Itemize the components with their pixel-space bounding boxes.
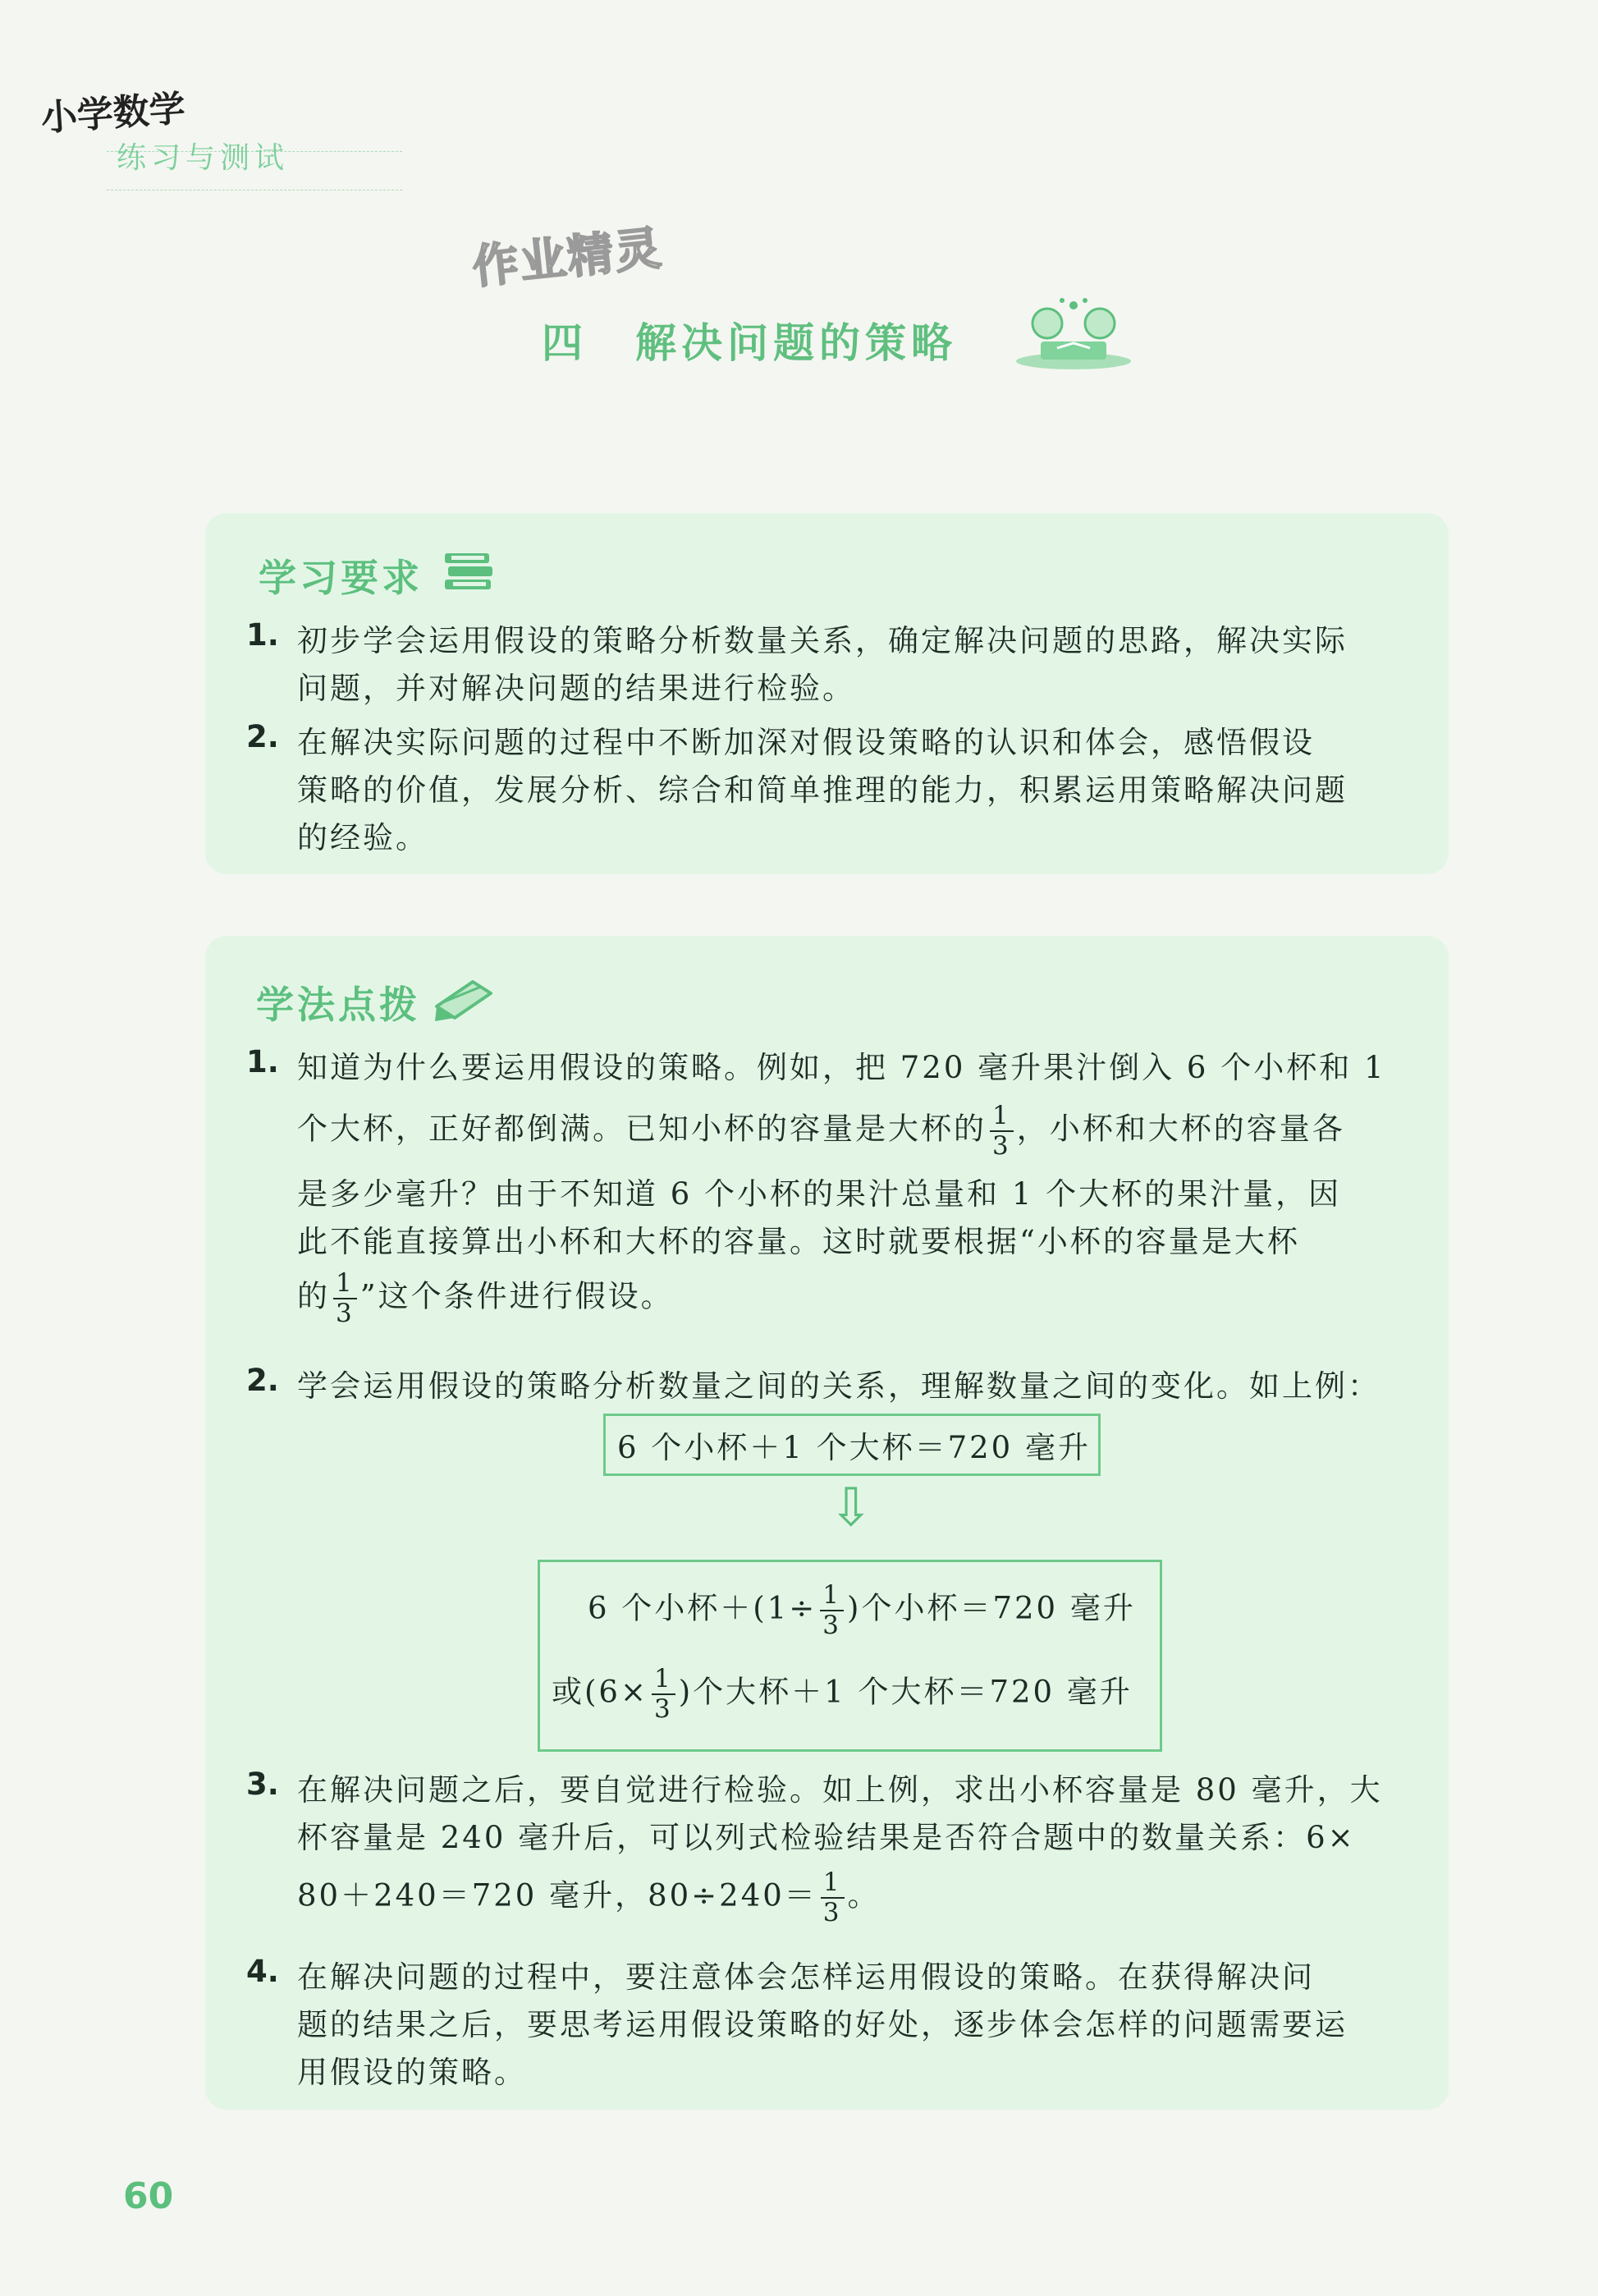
text-line: 在解决问题的过程中，要注意体会怎样运用假设的策略。在获得解决问 — [297, 1959, 1315, 1995]
equation-line — [552, 1666, 1133, 1722]
fraction-numerator: 1 — [820, 1583, 844, 1611]
tips-heading: 学法点拨 — [256, 983, 420, 1027]
requirement-item — [297, 617, 1348, 713]
requirement-item — [297, 719, 1348, 862]
fraction-denominator: 3 — [653, 1694, 673, 1724]
requirements-heading: 学习要求 — [259, 556, 423, 600]
fraction-denominator: 3 — [992, 1131, 1011, 1161]
fraction-numerator: 1 — [333, 1271, 357, 1299]
tip-number: 4. — [246, 1954, 279, 1989]
text-line: 知道为什么要运用假设的策略。例如，把 720 毫升果汁倒入 6 个小杯和 1 — [297, 1050, 1386, 1085]
text-segment: 6 个小杯＋(1÷ — [588, 1590, 817, 1626]
text-line: 在解决问题之后，要自觉进行检验。如上例，求出小杯容量是 80 毫升，大 — [297, 1772, 1383, 1808]
fraction-numerator: 1 — [821, 1870, 845, 1899]
text-segment: )个小杯＝720 毫升 — [847, 1590, 1136, 1626]
text-segment: 80＋240＝720 毫升，80÷240＝ — [297, 1877, 817, 1913]
fraction — [333, 1268, 357, 1328]
text-segment: 的 — [297, 1278, 330, 1314]
text-line: 的经验。 — [297, 820, 428, 855]
text-line: 是多少毫升？由于不知道 6 个小杯的果汁总量和 1 个大杯的果汁量，因 — [297, 1176, 1342, 1212]
tip-number: 1. — [246, 1044, 279, 1079]
text-segment: ”这个条件进行假设。 — [359, 1278, 674, 1314]
text-line — [297, 1870, 1383, 1926]
fraction — [652, 1666, 675, 1722]
tip-number: 2. — [246, 1363, 279, 1398]
book-stack-icon — [442, 548, 497, 594]
text-line: 问题，并对解决问题的结果进行检验。 — [297, 671, 855, 706]
chapter-number: 四 — [542, 319, 588, 367]
tip-item-3 — [297, 1767, 1383, 1926]
fraction — [821, 1870, 845, 1926]
text-line: 在解决实际问题的过程中不断加深对假设策略的认识和体会，感悟假设 — [297, 725, 1315, 760]
text-line — [297, 1268, 1386, 1328]
text-segment: 或(6× — [552, 1674, 648, 1710]
text-segment: )个大杯＋1 个大杯＝720 毫升 — [678, 1674, 1133, 1710]
book-subtitle: 练习与测试 — [117, 141, 290, 175]
text-line: 题的结果之后，要思考运用假设策略的好处，逐步体会怎样的问题需要运 — [297, 2007, 1348, 2042]
text-line — [297, 1103, 1386, 1159]
fraction — [990, 1103, 1014, 1159]
fraction-denominator: 3 — [336, 1299, 355, 1328]
fraction-numerator: 1 — [990, 1103, 1014, 1132]
text-segment: 。 — [847, 1877, 881, 1913]
fraction-denominator: 3 — [822, 1611, 842, 1640]
fraction — [820, 1580, 844, 1640]
text-segment: ，小杯和大杯的容量各 — [1016, 1111, 1345, 1147]
watermark: 作业精灵 — [469, 222, 666, 295]
tip-item-4 — [297, 1954, 1348, 2097]
text-segment: 个大杯，正好都倒满。已知小杯的容量是大杯的 — [297, 1111, 987, 1147]
fraction-numerator: 1 — [652, 1666, 675, 1695]
text-line: 杯容量是 240 毫升后，可以列式检验结果是否符合题中的数量关系：6× — [297, 1820, 1356, 1855]
text-line: 此不能直接算出小杯和大杯的容量。这时就要根据“小杯的容量是大杯 — [297, 1224, 1300, 1259]
fraction-denominator: 3 — [822, 1898, 842, 1927]
chapter-title — [542, 310, 957, 369]
text-line: 策略的价值，发展分析、综合和简单推理的能力，积累运用策略解决问题 — [297, 772, 1348, 808]
tip-item-1 — [297, 1044, 1386, 1327]
requirement-number: 1. — [246, 617, 279, 653]
tip-number: 3. — [246, 1767, 279, 1802]
equation-line: 6 个小杯＋1 个大杯＝720 毫升 — [617, 1430, 1091, 1465]
equation-line — [588, 1580, 1136, 1640]
down-arrow-icon: ⇩ — [829, 1478, 873, 1538]
chapter-name: 解决问题的策略 — [635, 319, 957, 367]
requirement-number: 2. — [246, 719, 279, 754]
kids-reading-icon — [1008, 294, 1139, 373]
page-number: 60 — [123, 2175, 174, 2217]
pencil-icon — [432, 977, 496, 1023]
tip-item-2: 学会运用假设的策略分析数量之间的关系，理解数量之间的变化。如上例： — [297, 1368, 1381, 1404]
text-line: 初步学会运用假设的策略分析数量关系，确定解决问题的思路，解决实际 — [297, 623, 1348, 658]
text-line: 用假设的策略。 — [297, 2055, 527, 2090]
book-title: 小学数学 — [39, 87, 187, 140]
